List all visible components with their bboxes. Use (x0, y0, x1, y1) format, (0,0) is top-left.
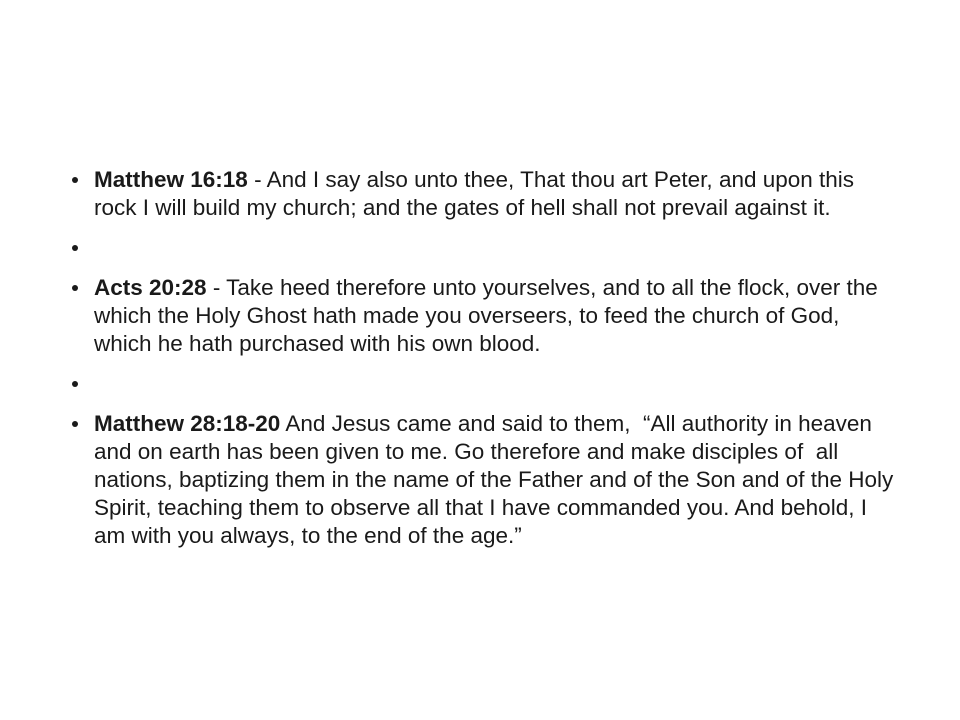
scripture-text: - Take heed therefore unto yourselves, and to all the flock, over the which the Holy Ghost hath made you overseers, to feed the church of God, which he hath purchased with his own blood. (94, 275, 878, 356)
scripture-reference: Acts 20:28 (94, 275, 207, 300)
bullet-item-matthew-28-18-20 (62, 410, 902, 550)
scripture-text: - And I say also unto thee, That thou art Peter, and upon this rock I will build my church; and the gates of hell shall not prevail against it. (94, 167, 855, 220)
bullet-dot-icon (72, 285, 78, 291)
bullet-dot-icon (72, 177, 78, 183)
bullet-list (62, 166, 902, 562)
bullet-item-acts-20-28 (62, 274, 902, 358)
scripture-text: And Jesus came and said to them, “All authority in heaven and on earth has been given to me. Go therefore and make disciples of all nations, baptizing them in the name of the Father and of the Son and of the Holy Spirit, teaching them to observe all that I have commanded you. And behold, I am with you always, to the end of the age.” (94, 411, 894, 548)
bullet-dot-icon (72, 245, 78, 251)
scripture-reference: Matthew 28:18-20 (94, 411, 281, 436)
empty-bullet-item (62, 370, 902, 398)
bullet-dot-icon (72, 381, 78, 387)
bullet-dot-icon (72, 421, 78, 427)
bullet-item-matthew-16-18 (62, 166, 902, 222)
empty-bullet-item (62, 234, 902, 262)
scripture-reference: Matthew 16:18 (94, 167, 248, 192)
